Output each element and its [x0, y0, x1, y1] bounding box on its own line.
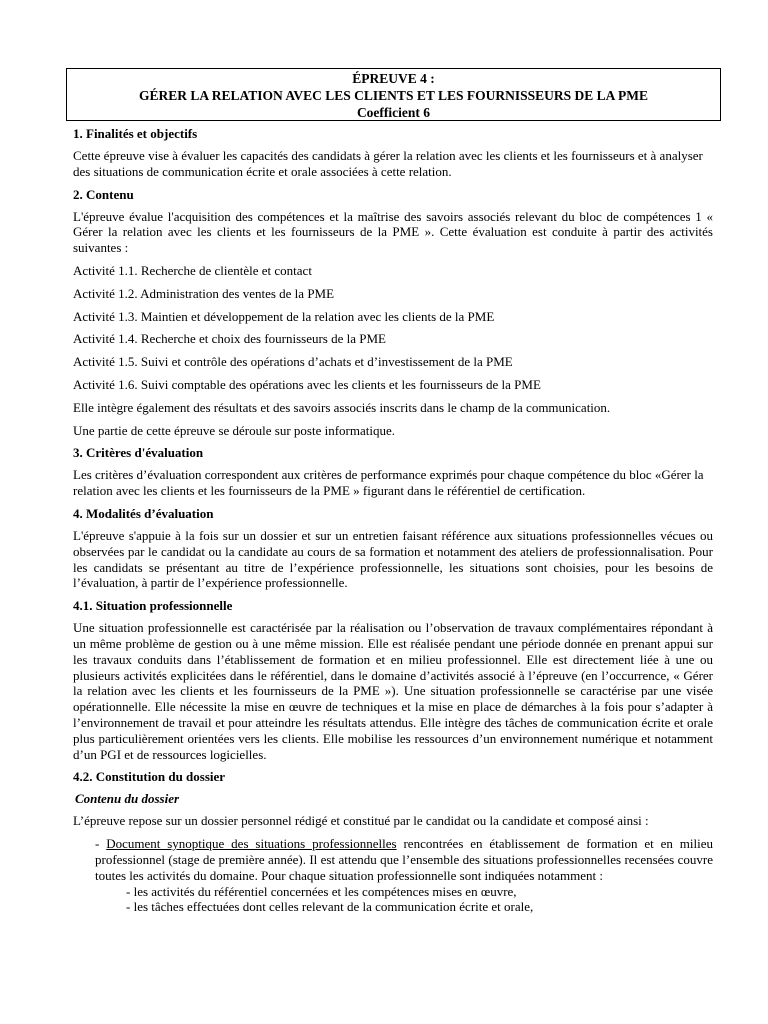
list-item-text: rencontrées en établissement de formation et en milieu professionnel (stage de première année). Il est attendu que l’ensemble des situations professionnelles recensées couvre toutes les activités du domaine. Pour chaque situation professionnelle sont indiquées notamment :	[95, 836, 713, 883]
exam-number: ÉPREUVE 4 :	[352, 71, 435, 86]
section-2-intro: L'épreuve évalue l'acquisition des compétences et la maîtrise des savoirs associés relevant du bloc de compétences 1 « Gérer la relation avec les clients et les fournisseurs de la PME ». Cette évaluation est conduite à partir des activités suivantes :	[73, 208, 713, 256]
section-4-heading: 4. Modalités d’évaluation	[73, 505, 214, 521]
section-4-1-heading: 4.1. Situation professionnelle	[73, 598, 233, 614]
activity-item: Activité 1.5. Suivi et contrôle des opérations d’achats et d’investissement de la PME	[73, 354, 513, 370]
section-2-paragraph-1: Elle intègre également des résultats et des savoirs associés inscrits dans le champ de la communication.	[73, 399, 611, 415]
activity-item: Activité 1.6. Suivi comptable des opérations avec les clients et les fournisseurs de la PME	[73, 376, 541, 392]
section-2-paragraph-2: Une partie de cette épreuve se déroule sur poste informatique.	[73, 422, 395, 438]
section-1-heading: 1. Finalités et objectifs	[73, 126, 198, 141]
section-4-2-intro: L’épreuve repose sur un dossier personnel rédigé et constitué par le candidat ou la candidate et composé ainsi :	[73, 813, 649, 829]
synoptic-document-term: Document synoptique des situations professionnelles	[106, 836, 397, 852]
dossier-list-item	[95, 836, 713, 883]
section-3-text: Les critères d’évaluation correspondent aux critères de performance exprimés pour chaque compétence du bloc «Gérer la relation avec les clients et les fournisseurs de la PME » figurant dans le référentiel de certification.	[73, 467, 704, 499]
sub-bullet: - les tâches effectuées dont celles relevant de la communication écrite et orale,	[126, 899, 534, 915]
section-4-2-heading: 4.2. Constitution du dossier	[73, 769, 226, 785]
exam-title: GÉRER LA RELATION AVEC LES CLIENTS ET LES FOURNISSEURS DE LA PME	[138, 88, 649, 103]
sub-bullet: - les activités du référentiel concernées et les compétences mises en œuvre,	[126, 883, 517, 899]
list-dash: -	[95, 836, 107, 852]
section-4-1-text: Une situation professionnelle est caractérisée par la réalisation ou l’observation de travaux complémentaires répondant à un même problème de gestion ou à une même mission. Elle est réalisée pendant une période donnée en prenant appui sur les travaux conduits dans l’établissement de formation et en milieu professionnel. Elle est directement liée à une ou plusieurs activités explicitées dans le référentiel, dans le domaine d’activités associé à l’épreuve (en l’occurrence, « Gérer la relation avec les clients et les fournisseurs de la PME »). Une situation professionnelle se caractérise par une visée opérationnelle. Elle nécessite la mise en œuvre de techniques et la mise en place de démarches à la fois pour s’adapter à l’environnement de travail et pour atteindre les résultats attendus. Elle intègre des tâches de communication écrite et orale plus particulièrement orientées vers les clients. Elle mobilise les ressources d’un environnement numérique et notamment d’un PGI et de ressources logicielles.	[73, 620, 713, 762]
activity-item: Activité 1.2. Administration des ventes de la PME	[73, 285, 335, 301]
section-2-heading: 2. Contenu	[73, 186, 134, 202]
section-4-text: L'épreuve s'appuie à la fois sur un dossier et sur un entretien faisant référence aux situations professionnelles vécues ou observées par le candidat ou la candidate au cours de sa formation et notamment des ateliers de professionnalisation. Pour les candidats se présentant au titre de l’expérience professionnelle, les situations sont choisies, pour les besoins de l’évaluation, à partir de l’expérience professionnelle.	[73, 527, 713, 591]
section-3-heading: 3. Critères d'évaluation	[73, 445, 204, 461]
exam-title-box	[66, 68, 721, 121]
document-body	[73, 126, 713, 915]
activity-item: Activité 1.1. Recherche de clientèle et contact	[73, 262, 312, 278]
section-1-text: Cette épreuve vise à évaluer les capacités des candidats à gérer la relation avec les clients et les fournisseurs et à analyser des situations de communication écrite et orale associées à cette relation.	[73, 148, 703, 179]
exam-coefficient: Coefficient 6	[356, 105, 431, 120]
section-4-2-subheading: Contenu du dossier	[75, 791, 180, 807]
activity-item: Activité 1.4. Recherche et choix des fournisseurs de la PME	[73, 331, 386, 347]
activity-item: Activité 1.3. Maintien et développement de la relation avec les clients de la PME	[73, 308, 495, 324]
